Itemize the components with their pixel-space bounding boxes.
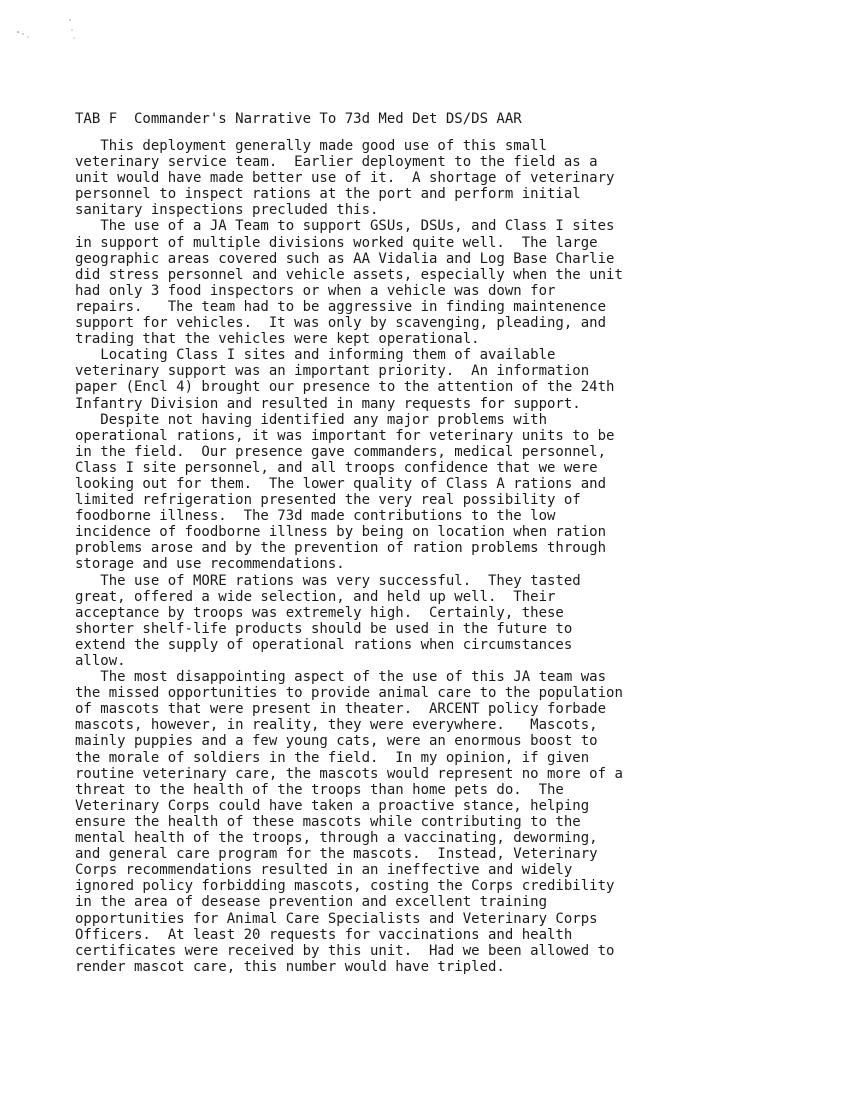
text-line: The use of a JA Team to support GSUs, DSUs, and Class I sites [75, 218, 615, 235]
text-line: certificates were received by this unit. Had we been allowed to [75, 942, 615, 959]
narrative-body [75, 138, 835, 975]
text-line: sanitary inspections precluded this. [75, 202, 379, 219]
text-line: render mascot care, this number would have tripled. [75, 958, 505, 975]
text-line: repairs. The team had to be aggressive in finding maintenence [75, 298, 607, 315]
text-line: Veterinary Corps could have taken a proactive stance, helping [75, 797, 590, 814]
text-line: great, offered a wide selection, and held up well. Their [75, 588, 556, 605]
text-line: ignored policy forbidding mascots, costing the Corps credibility [75, 878, 615, 895]
text-line: unit would have made better use of it. A shortage of veterinary [75, 170, 615, 187]
text-line: storage and use recommendations. [75, 556, 345, 573]
text-line: limited refrigeration presented the very real possibility of [75, 492, 581, 509]
text-line: problems arose and by the prevention of ration problems through [75, 540, 607, 557]
document [75, 110, 835, 975]
text-line: Despite not having identified any major problems with [75, 411, 548, 428]
text-line: incidence of foodborne illness by being on location when ration [75, 524, 607, 541]
text-line: Officers. At least 20 requests for vaccinations and health [75, 926, 573, 943]
text-line: geographic areas covered such as AA Vidalia and Log Base Charlie [75, 250, 615, 267]
text-line: Infantry Division and resulted in many requests for support. [75, 395, 581, 412]
text-line: in support of multiple divisions worked quite well. The large [75, 234, 598, 251]
text-line: Locating Class I sites and informing them of available [75, 347, 556, 364]
text-line: looking out for them. The lower quality of Class A rations and [75, 475, 607, 492]
text-line: trading that the vehicles were kept operational. [75, 331, 480, 348]
scan-speck-marks [14, 16, 84, 46]
document-title: TAB F Commander's Narrative To 73d Med Det DS/DS AAR [75, 111, 522, 127]
text-line: in the area of desease prevention and excellent training [75, 894, 548, 911]
text-line: personnel to inspect rations at the port and perform initial [75, 186, 581, 203]
text-line: ensure the health of these mascots while contributing to the [75, 813, 581, 830]
text-line: mainly puppies and a few young cats, were an enormous boost to [75, 733, 598, 750]
text-line: in the field. Our presence gave commanders, medical personnel, [75, 443, 607, 460]
text-line: veterinary service team. Earlier deployment to the field as a [75, 154, 598, 171]
text-line: veterinary support was an important priority. An information [75, 363, 590, 380]
text-line: foodborne illness. The 73d made contributions to the low [75, 508, 556, 525]
text-line: threat to the health of the troops than home pets do. The [75, 781, 564, 798]
text-line: The use of MORE rations was very successful. They tasted [75, 572, 581, 589]
text-line: had only 3 food inspectors or when a vehicle was down for [75, 282, 556, 299]
text-line: the morale of soldiers in the field. In my opinion, if given [75, 749, 590, 766]
text-line: acceptance by troops was extremely high. Certainly, these [75, 604, 564, 621]
text-line: mental health of the troops, through a vaccinating, deworming, [75, 830, 598, 847]
text-line: Class I site personnel, and all troops confidence that we were [75, 459, 598, 476]
text-line: and general care program for the mascots. Instead, Veterinary [75, 846, 598, 863]
text-line: support for vehicles. It was only by scavenging, pleading, and [75, 315, 607, 332]
text-line: extend the supply of operational rations when circumstances [75, 636, 573, 653]
text-line: of mascots that were present in theater. ARCENT policy forbade [75, 701, 607, 718]
text-line: Corps recommendations resulted in an ineffective and widely [75, 862, 573, 879]
text-line: the missed opportunities to provide animal care to the population [75, 685, 623, 702]
text-line: operational rations, it was important for veterinary units to be [75, 427, 615, 444]
text-line: allow. [75, 653, 126, 669]
text-line: shorter shelf-life products should be used in the future to [75, 620, 573, 637]
text-line: This deployment generally made good use of this small [75, 138, 548, 154]
text-line: did stress personnel and vehicle assets, especially when the unit [75, 266, 623, 283]
text-line: mascots, however, in reality, they were everywhere. Mascots, [75, 717, 598, 734]
text-line: opportunities for Animal Care Specialists and Veterinary Corps [75, 910, 598, 927]
text-line: The most disappointing aspect of the use of this JA team was [75, 669, 607, 686]
text-line: paper (Encl 4) brought our presence to the attention of the 24th [75, 379, 615, 396]
text-line: routine veterinary care, the mascots would represent no more of a [75, 765, 623, 782]
